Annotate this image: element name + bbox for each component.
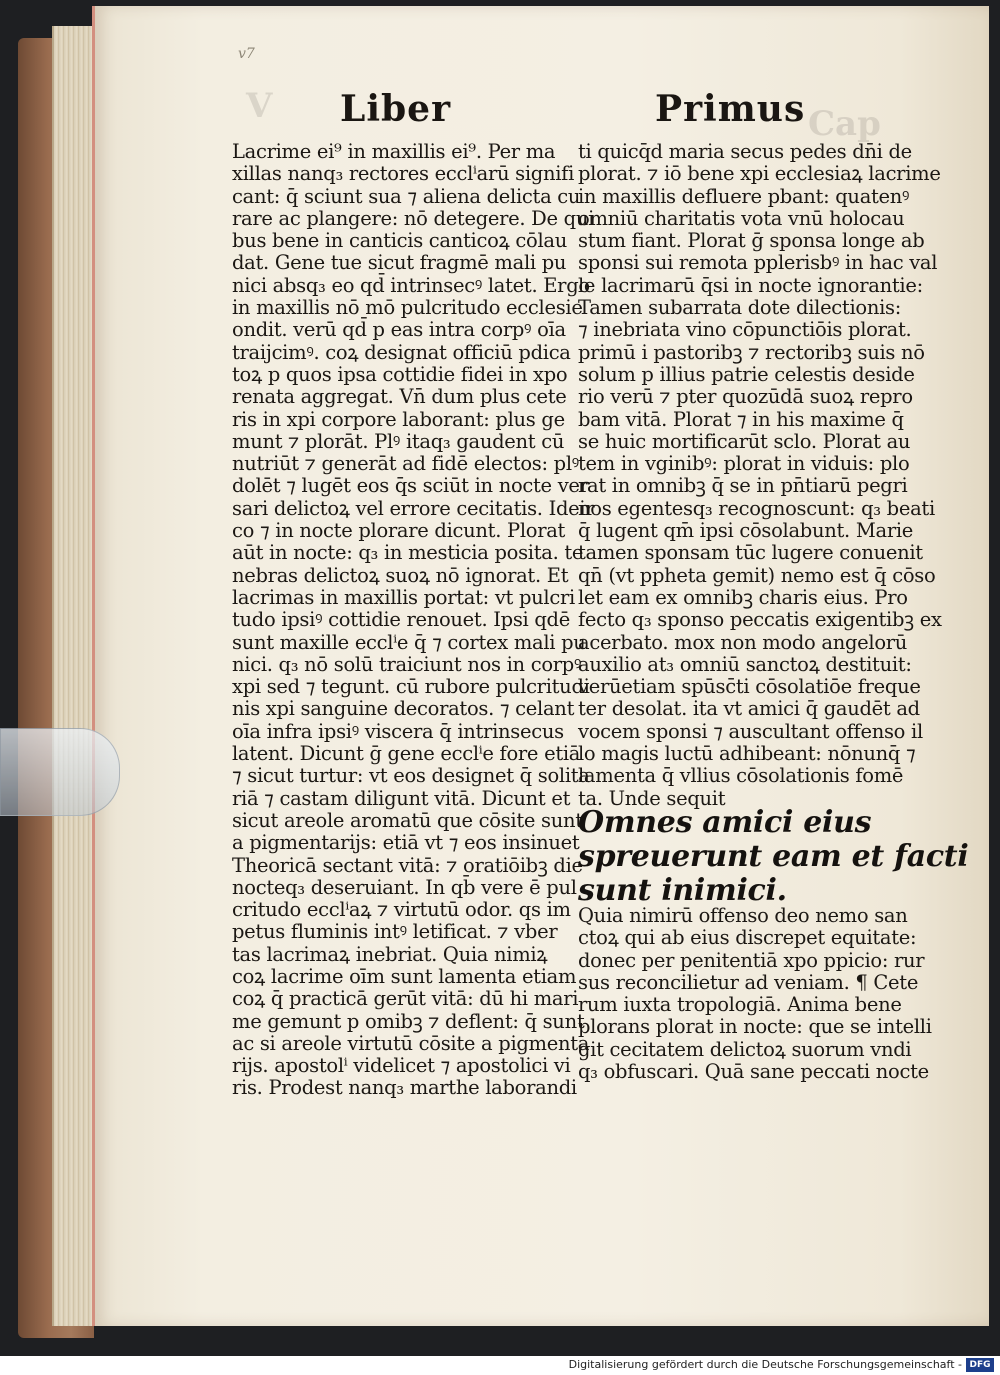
text-line: rio verū ⁊ pter quozūdā suoꝝ repro [578, 385, 913, 409]
text-line: xillas nanq₃ rectores ecclⁱarū signifi [232, 162, 575, 186]
text-line: nos egentesq₃ recognoscunt: q₃ beati [578, 496, 935, 520]
dfg-logo: DFG [966, 1358, 994, 1372]
text-line: rijs. apostolⁱ videlicet ⁊ apostolici vi [232, 1054, 571, 1078]
text-line: me gemunt p omibꝫ ⁊ deflent: q̄ sunt [232, 1009, 585, 1033]
text-line: nebras delictoꝝ suoꝝ nō ignorat. Et [232, 563, 569, 587]
text-line: ⁊ inebriata vino cōpunctiōis plorat. [578, 318, 912, 342]
text-line: a pigmentarijs: etiā vt ⁊ eos insinuet [232, 831, 580, 855]
heading-line: spreuerunt eam et facti [578, 839, 969, 874]
text-line: plorat. ⁊ iō bene xpi ecclesiaꝝ lacrime [578, 162, 941, 186]
text-line: sponsi sui remota pplerisbꝰ in hac val [578, 251, 938, 275]
signature-mark: v7 [238, 46, 255, 62]
text-line: sunt maxille ecclⁱe q̄ ⁊ cortex mali pu [232, 630, 586, 654]
text-line: rum iuxta tropologiā. Anima bene [578, 993, 902, 1017]
text-line: nici. q₃ nō solū traiciunt nos in corpꝰ [232, 652, 582, 676]
text-line: omniū charitatis vota vnū holocau [578, 206, 905, 230]
text-line: let eam ex omnibꝫ charis eius. Pro [578, 585, 908, 609]
text-line: se huic mortificarūt sclo. Plorat au [578, 429, 911, 453]
text-line: tem in vginibꝰ: plorat in viduis: plo [578, 452, 910, 476]
text-line: acerbato. mox non modo angelorū [578, 630, 908, 654]
text-line: dat. Gene tue sicut fragmē mali pu [232, 251, 567, 275]
text-line: lamenta q̄ vllius cōsolationis fomē [578, 764, 904, 788]
text-line: verūetiam spūsc̄ti cōsolatiōe freque [578, 675, 921, 699]
heading-line: sunt inimici. [578, 873, 787, 908]
text-line: donec per penitentiā xpo ppicio: rur [578, 948, 925, 972]
text-line: munt ⁊ plorāt. Plꝰ itaq₃ gaudent cū [232, 429, 565, 453]
text-line: sari delictoꝝ vel errore cecitatis. Ideir [232, 496, 595, 520]
text-line: in maxillis nō mō pulcritudo ecclesie [232, 296, 583, 320]
text-line: rare ac plangere: nō detegere. De qui [232, 206, 595, 230]
text-line: ta. Unde sequit [578, 786, 726, 810]
text-line: ondit. verū qd̄ p eas intra corpꝰ oīa [232, 318, 566, 342]
text-line: dolēt ⁊ lugēt eos q̄s sciūt in nocte ver [232, 474, 589, 498]
heading-line: Omnes amici eius [578, 805, 872, 840]
text-line: renata aggregat. Vn̄ dum plus cete [232, 385, 567, 409]
text-line: critudo ecclⁱaꝝ ⁊ virtutū odor. qs im [232, 898, 571, 922]
text-line: ctoꝝ qui ab eius discrepet equitate: [578, 926, 917, 950]
footer-bar [0, 1356, 1000, 1375]
text-line: Tamen subarrata dote dilectionis: [578, 296, 902, 320]
text-line: nis xpi sanguine decoratos. ⁊ celant [232, 697, 575, 721]
text-line: latent. Dicunt ḡ gene ecclⁱe fore etiā [232, 742, 581, 766]
text-line: nocteq₃ deseruiant. In qb̄ vere ē pul [232, 875, 577, 899]
lemma-heading [578, 805, 969, 908]
text-line: nutriūt ⁊ generāt ad fidē electos: plꝰ [232, 452, 579, 476]
text-line: git cecitatem delictoꝝ suorum vndi [578, 1037, 912, 1061]
text-line: ti quicq̄d maria secus pedes dn̄i de [578, 140, 912, 163]
text-line: vocem sponsi ⁊ auscultant offenso il [578, 719, 923, 743]
text-line: ⁊ sicut turtur: vt eos designet q̄ solita [232, 764, 590, 788]
text-line: coꝝ q̄ practicā gerūt vitā: dū hi mari [232, 987, 579, 1011]
text-line: tamen sponsam tūc lugere conuenit [578, 541, 923, 565]
bleed-through-right: Cap [808, 104, 881, 144]
text-line: plorans plorat in nocte: que se intelli [578, 1015, 932, 1039]
funding-credit: Digitalisierung gefördert durch die Deutsche Forschungsgemeinschaft - [568, 1358, 962, 1371]
text-line: petus fluminis intꝰ letificat. ⁊ vber [232, 920, 558, 944]
running-head-left: Liber [340, 88, 452, 130]
left-text-column [232, 140, 595, 1100]
text-line: Lacrime ei⁹ in maxillis ei⁹. Per ma [232, 140, 556, 163]
text-line: ris. Prodest nanq₃ marthe laborandi [232, 1076, 577, 1100]
text-line: tudo ipsiꝰ cottidie renouet. Ipsi qdē [232, 608, 570, 632]
text-line: aūt in nocte: q₃ in mesticia posita. te [232, 541, 584, 565]
text-line: ris in xpi corpore laborant: plus ge [232, 407, 565, 431]
text-line: ter desolat. ita vt amici q̄ gaudēt ad [578, 697, 920, 721]
right-text-column-bottom [578, 904, 932, 1084]
text-line: toꝝ p quos ipsa cottidie fidei in xpo [232, 362, 568, 386]
text-line: auxilio at₃ omniū sanctoꝝ destituit: [578, 652, 912, 676]
text-line: stum fiant. Plorat ḡ sponsa longe ab [578, 229, 925, 253]
text-line: qn̄ (vt ppheta gemit) nemo est q̄ cōso [578, 563, 936, 587]
text-line: Theoricā sectant vitā: ⁊ oratiōibꝫ die [232, 853, 583, 877]
text-line: nici absq₃ eo qd̄ intrinsecꝰ latet. Ergo [232, 273, 590, 297]
text-line: riā ⁊ castam diligunt vitā. Dicunt et [232, 786, 571, 810]
text-line: cant: q̄ sciunt sua ⁊ aliena delicta cu [232, 184, 581, 208]
running-head-right: Primus [655, 88, 806, 130]
text-line: fecto q₃ sponso peccatis exigentibꝫ ex [578, 608, 942, 632]
text-line: bam vitā. Plorat ⁊ in his maxime q̄ [578, 407, 904, 431]
text-line: coꝝ lacrime oīm sunt lamenta etiam [232, 964, 577, 988]
text-line: traijcimꝰ. coꝝ designat officiū pdica [232, 340, 571, 364]
right-text-column-top [578, 140, 942, 810]
text-line: co ⁊ in nocte plorare dicunt. Plorat [232, 519, 566, 543]
text-line: le lacrimarū q̄si in nocte ignorantie: [578, 273, 923, 297]
text-line: sus reconcilietur ad veniam. ¶ Cete [578, 970, 919, 994]
text-line: solum p illius patrie celestis deside [578, 362, 915, 386]
text-line: lacrimas in maxillis portat: vt pulcri [232, 585, 575, 609]
text-line: ac si areole virtutū cōsite a pigmenta [232, 1031, 590, 1055]
text-line: in maxillis defluere pbant: quatenꝰ [578, 184, 910, 208]
text-line: Quia nimirū offenso deo nemo san [578, 904, 908, 927]
text-line: sicut areole aromatū que cōsite sunt [232, 808, 583, 832]
text-line: bus bene in canticis canticoꝝ cōlau [232, 229, 567, 253]
text-line: lo magis luctū adhibeant: nōnunq̄ ⁊ [578, 742, 916, 766]
text-line: tas lacrimaꝝ inebriat. Quia nimiꝝ [232, 942, 548, 966]
text-line: q̄ lugent qm̄ ipsi cōsolabunt. Marie [578, 519, 914, 543]
bleed-through-left: V [246, 86, 273, 126]
text-line: primū i pastoribꝫ ⁊ rectoribꝫ suis nō [578, 340, 925, 364]
text-line: q₃ obfuscari. Quā sane peccati nocte [578, 1060, 929, 1084]
page-holder-clip [0, 728, 120, 816]
text-line: oīa infra ipsiꝰ viscera q̄ intrinsecus [232, 719, 564, 743]
text-line: xpi sed ⁊ tegunt. cū rubore pulcritudi [232, 675, 590, 699]
text-line: rat in omnibꝫ q̄ se in pn̄tiarū pegri [578, 474, 908, 498]
